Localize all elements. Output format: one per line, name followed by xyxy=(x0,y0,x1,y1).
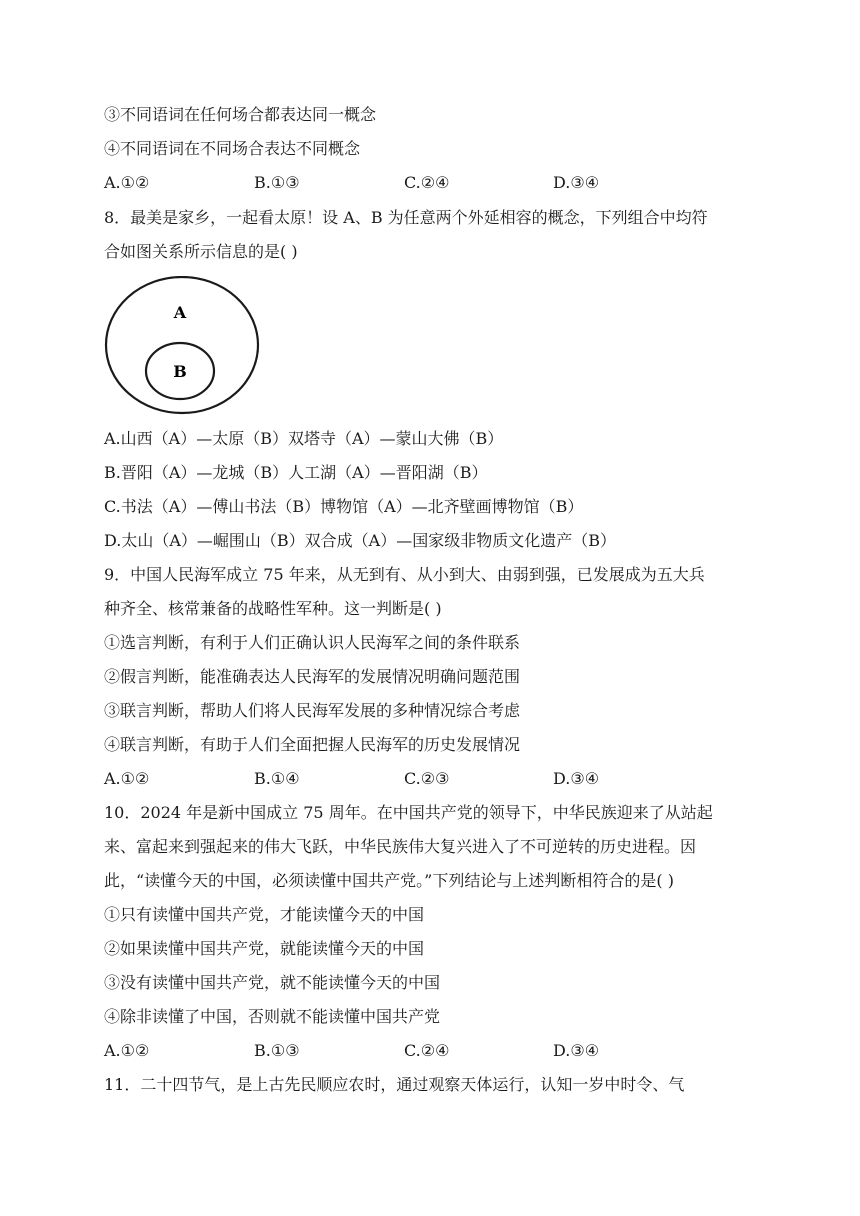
q7-item-4: ④不同语词在不同场合表达不同概念 xyxy=(104,139,361,158)
q9-stem-line-2: 种齐全、核常兼备的战略性军种。这一判断是( ) xyxy=(104,599,442,618)
q9-option-c: C.②③ xyxy=(404,769,450,788)
q7-option-b: B.①③ xyxy=(254,173,300,192)
q8-stem-line-2: 合如图关系所示信息的是( ) xyxy=(104,242,298,261)
q9-item-2: ②假言判断，能准确表达人民海军的发展情况明确问题范围 xyxy=(104,667,521,686)
outer-circle-a xyxy=(106,277,258,413)
q8-option-b: B.晋阳（A）—龙城（B）人工湖（A）—晋阳湖（B） xyxy=(104,463,488,482)
q10-option-b: B.①③ xyxy=(254,1041,300,1060)
q10-item-3: ③没有读懂中国共产党，就不能读懂今天的中国 xyxy=(104,973,441,992)
q9-options xyxy=(104,768,764,790)
q10-option-d: D.③④ xyxy=(553,1041,600,1060)
q10-stem-line-1: 10．2024 年是新中国成立 75 周年。在中国共产党的领导下，中华民族迎来了从站起 xyxy=(104,803,713,822)
q10-option-a: A.①② xyxy=(104,1041,150,1060)
q10-item-4: ④除非读懂了中国，否则就不能读懂中国共产党 xyxy=(104,1007,441,1026)
q7-options xyxy=(104,172,764,194)
q10-option-c: C.②④ xyxy=(404,1041,450,1060)
q9-item-3: ③联言判断，帮助人们将人民海军发展的多种情况综合考虑 xyxy=(104,701,521,720)
q10-stem-line-2: 来、富起来到强起来的伟大飞跃，中华民族伟大复兴进入了不可逆转的历史进程。因 xyxy=(104,837,697,856)
q9-option-a: A.①② xyxy=(104,769,150,788)
q9-item-4: ④联言判断，有助于人们全面把握人民海军的历史发展情况 xyxy=(104,735,521,754)
q9-option-b: B.①④ xyxy=(254,769,300,788)
label-b: B xyxy=(173,362,187,381)
q8-option-c: C.书法（A）—傅山书法（B）博物馆（A）—北齐壁画博物馆（B） xyxy=(104,497,584,516)
q7-option-c: C.②④ xyxy=(404,173,450,192)
q8-stem-line-1: 8．最美是家乡，一起看太原！设 A、B 为任意两个外延相容的概念，下列组合中均符 xyxy=(104,208,708,227)
q10-item-1: ①只有读懂中国共产党，才能读懂今天的中国 xyxy=(104,905,425,924)
q7-option-d: D.③④ xyxy=(553,173,600,192)
q10-item-2: ②如果读懂中国共产党，就能读懂今天的中国 xyxy=(104,939,425,958)
q10-options xyxy=(104,1040,764,1062)
q8-option-a: A.山西（A）—太原（B）双塔寺（A）—蒙山大佛（B） xyxy=(104,429,504,448)
q9-option-d: D.③④ xyxy=(553,769,600,788)
q7-item-3: ③不同语词在任何场合都表达同一概念 xyxy=(104,105,377,124)
label-a: A xyxy=(173,303,187,322)
q9-item-1: ①选言判断，有利于人们正确认识人民海军之间的条件联系 xyxy=(104,633,521,652)
q7-option-a: A.①② xyxy=(104,173,150,192)
q9-stem-line-1: 9．中国人民海军成立 75 年来，从无到有、从小到大、由弱到强，已发展成为五大兵 xyxy=(104,565,705,584)
q10-stem-line-3: 此，“读懂今天的中国，必须读懂中国共产党。”下列结论与上述判断相符合的是( ) xyxy=(104,871,674,890)
q11-stem-line-1: 11．二十四节气，是上古先民顺应农时，通过观察天体运行，认知一岁中时令、气 xyxy=(104,1075,685,1094)
q8-option-d: D.太山（A）—崛围山（B）双合成（A）—国家级非物质文化遗产（B） xyxy=(104,531,616,550)
concept-relation-diagram xyxy=(104,276,260,416)
